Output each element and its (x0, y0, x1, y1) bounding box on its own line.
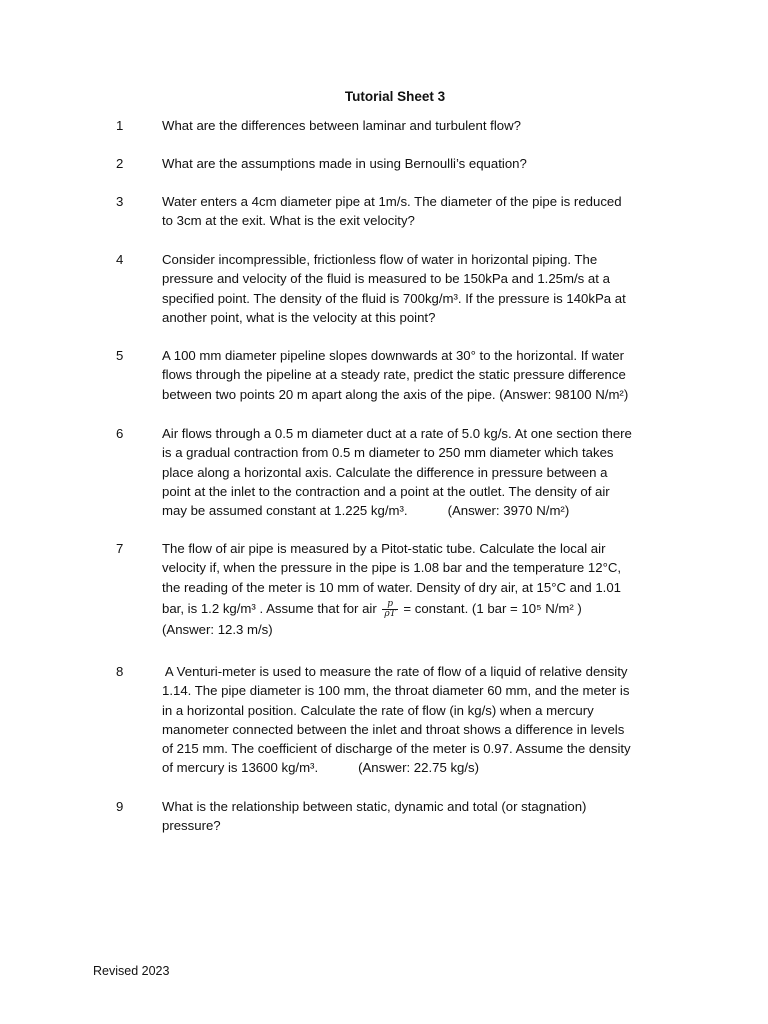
question-text: Water enters a 4cm diameter pipe at 1m/s. The diameter of the pipe is reduced to 3cm at the exit. What is the exit velocity? (162, 194, 622, 229)
answer-text: (Answer: 22.75 kg/s) (358, 760, 480, 776)
question-text: What is the relationship between static, dynamic and total (or stagnation) pressure? (162, 799, 587, 834)
answer-text: (Answer: 3970 N/m²) (447, 503, 570, 519)
question-number: 2 (116, 156, 124, 171)
formula-numerator: p (382, 600, 397, 610)
formula-fraction (382, 600, 397, 619)
question-number: 8 (116, 664, 124, 679)
question-number: 1 (116, 118, 124, 133)
question-text: A Venturi-meter is used to measure the rate of flow of a liquid of relative density 1.14. The pipe diameter is 100 mm, the throat diameter 60 mm, and the meter is in a horizontal position. Calculate the rate of flow (in kg/s) when a mercury manometer connected between the inlet and throat shows a difference in levels of 215 mm. The coefficient of discharge of the meter is 0.97. Assume the density of mercury is 13600 kg/m³. (Answer: 22.75 kg/s) (162, 662, 682, 778)
question-number: 4 (116, 252, 124, 267)
question-number: 5 (116, 348, 124, 363)
question-number: 3 (116, 194, 124, 209)
question-number: 7 (116, 541, 124, 556)
question-text: What are the assumptions made in using Bernoulli’s equation? (162, 156, 527, 171)
question-last-line: of mercury is 13600 kg/m³. (162, 760, 319, 776)
page-title: Tutorial Sheet 3 (344, 89, 446, 104)
question-last-line: may be assumed constant at 1.225 kg/m³. (162, 503, 408, 519)
question-text: Consider incompressible, frictionless flow of water in horizontal piping. The pressure and velocity of the fluid is measured to be 150kPa and 1.25m/s at a specified point. The density of the fluid is 700kg/m³. If the pressure is 140kPa at another point, what is the velocity at this point? (162, 252, 626, 325)
question-text: What are the differences between laminar and turbulent flow? (162, 118, 521, 133)
question-number: 6 (116, 426, 124, 441)
question-text: A 100 mm diameter pipeline slopes downwards at 30° to the horizontal. If water flows through the pipeline at a steady rate, predict the static pressure difference between two points 20 m apart along the axis of the pipe. (Answer: 98100 N/m²) (162, 348, 629, 402)
question-text: The flow of air pipe is measured by a Pitot-static tube. Calculate the local air velocity if, when the pressure in the pipe is 1.08 bar and the temperature 12°C, the reading of the meter is 10 mm of water. Density of dry air, at 15°C and 1.01 bar, is 1.2 kg/m³ . Assume that for air $\frac{p}{\rho T}$ = constant. (1 bar = 10⁵ N/m² ) (Answer: 12.3 m/s) (162, 539, 682, 639)
footer-revision: Revised 2023 (93, 964, 170, 978)
answer-text: (Answer: 12.3 m/s) (162, 621, 273, 637)
formula-denominator: ρT (384, 608, 396, 619)
question-number: 9 (116, 799, 124, 814)
question-text: Air flows through a 0.5 m diameter duct at a rate of 5.0 kg/s. At one section there is a gradual contraction from 0.5 m diameter to 250 mm diameter which takes place along a horizontal axis. Calculate the difference in pressure between a point at the inlet to the contraction and a point at the outlet. The density of air may be assumed constant at 1.225 kg/m³. (Answer: 3970 N/m²) (162, 424, 682, 520)
